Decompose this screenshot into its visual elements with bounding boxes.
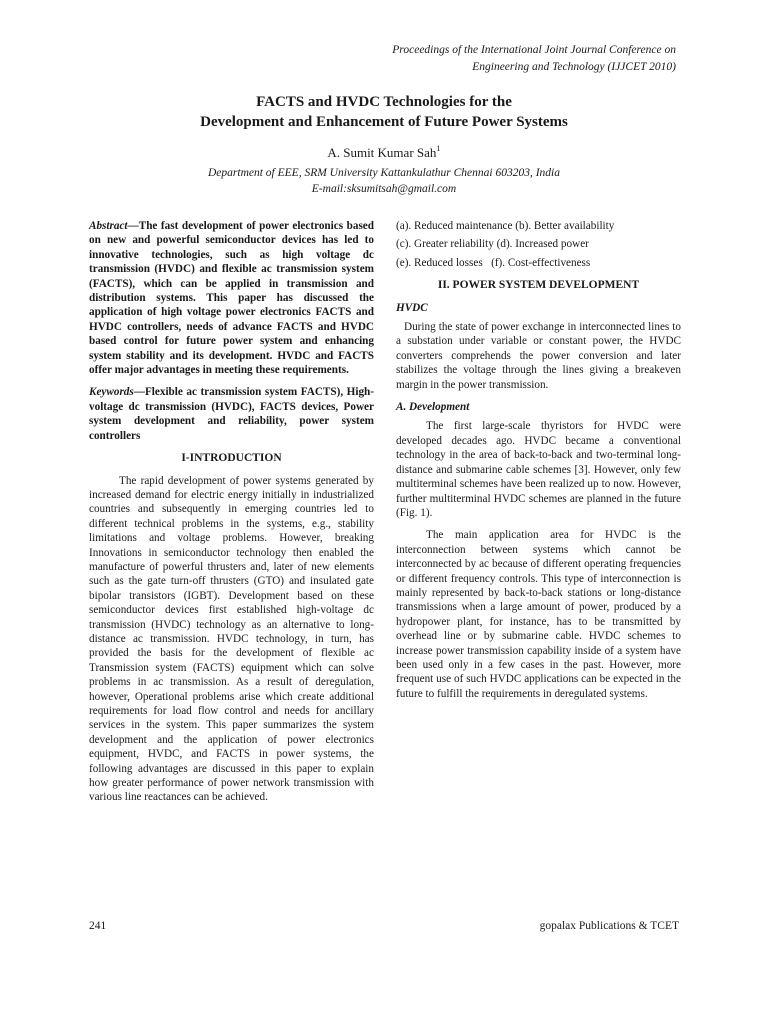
hvdc-subheading: HVDC (396, 301, 428, 314)
right-column (396, 219, 681, 709)
author-superscript: 1 (436, 143, 441, 153)
keywords-text: Flexible ac transmission system FACTS), High-voltage dc transmission (HVDC), FACTS devices, Power system development and reliability, power system controllers (89, 386, 374, 442)
abstract-paragraph (89, 219, 374, 377)
author-name: A. Sumit Kumar Sah (327, 145, 437, 160)
keywords-label: Keywords (89, 386, 134, 399)
development-paragraph-1: The first large-scale thyristors for HVDC were developed decades ago. HVDC became a conventional technology in the area of back-to-back and two-terminal long-distance and submarine cable schemes [3]. However, only few multiterminal schemes have been realized up to now. However, further multiterminal HVDC schemes are planned in the future (Fig. 1). (396, 420, 681, 519)
abstract-label: Abstract (89, 220, 128, 232)
abstract-text: The fast development of power electronics based on new and powerful semiconductor devices has led to innovative technologies, such as high voltage dc transmission (HVDC) and flexible ac transmission system (FACTS), which can be applied in transmission and distribution systems. This paper has discussed the application of high voltage power electronics FACTS and HVDC controllers, needs of advance FACTS and HVDC based control for future power system and enhancing system stability and its development. HVDC and FACTS offer major advantages in meeting these requirements. (89, 220, 374, 377)
keywords-dash: — (133, 386, 145, 399)
development-paragraph-2: The main application area for HVDC is the interconnection between systems which cannot be interconnected by ac because of different operating frequencies or different frequency controls. This type of interconnection is mainly represented by back-to-back stations or long-distance transmissions when a large amount of power, produced by a hydropower plant, for instance, has to be transmitted by overhead line or by submarine cable. HVDC schemes to increase power transmission capability inside of a system have been used only in a few cases in the past. However, more frequent use of such HVDC applications can be expected in the future to fulfill the requirements in deregulated systems. (396, 529, 681, 700)
advantages-line-3: (e). Reduced losses (f). Cost-effectiveness (396, 256, 591, 269)
introduction-paragraph: The rapid development of power systems generated by increased demand for electric energy initially in industrialized countries and subsequently in emerging countries led to different technical problems in the systems, e.g., stability limitations and voltage problems. However, breaking Innovations in semiconductor technology then enabled the manufacture of powerful thrusters and, later of new elements such as the gate turn-off thrusters (GTO) and insulated gate bipolar transistors (IGBT). Development based on these semiconductor devices first established high-voltage dc transmission (HVDC) technology as an alternative to long-distance ac transmission. HVDC technology, in turn, has provided the basis for the development of flexible ac Transmission system (FACTS) equipment which can solve problems in ac transmission. As a result of deregulation, however, Operational problems arise which create additional requirements for load flow control and needs for ancillary services in the system. This paper summarizes the system development and the application of power electronics equipment, HVDC, and FACTS in power systems, the following advantages are discussed in this paper to explain how greater performance of power network transmission with various line reactances can be achieved. (89, 474, 374, 804)
author-line (0, 143, 768, 161)
proceedings-line-1: Proceedings of the International Joint Journal Conference on (392, 44, 676, 56)
hvdc-paragraph: During the state of power exchange in interconnected lines to a substation under variable or constant power, the HVDC converters comprehends the power conversion and later stabilizes the voltage through the lines giving a breakeven margin in the power transmission. (396, 321, 681, 391)
advantages-line-2: (c). Greater reliability (d). Increased power (396, 238, 589, 251)
proceedings-line-2: Engineering and Technology (IJJCET 2010) (472, 61, 676, 73)
introduction-heading: I-INTRODUCTION (181, 452, 282, 465)
footer-publisher: gopalax Publications & TCET (539, 920, 679, 932)
development-heading: A. Development (396, 401, 470, 414)
abstract-dash: — (127, 220, 139, 232)
paper-title (0, 92, 768, 132)
left-column (89, 219, 374, 813)
title-line-1: FACTS and HVDC Technologies for the (256, 94, 512, 110)
advantages-line-1: (a). Reduced maintenance (b). Better availability (396, 220, 615, 232)
page-number: 241 (89, 920, 107, 932)
affiliation-department: Department of EEE, SRM University Kattankulathur Chennai 603203, India (208, 167, 560, 179)
running-header (256, 42, 676, 76)
affiliation (0, 165, 768, 197)
affiliation-email: E-mail:sksumitsah@gmail.com (311, 183, 457, 195)
title-line-2: Development and Enhancement of Future Power Systems (200, 114, 568, 130)
keywords-paragraph (89, 385, 374, 443)
section-2-heading: II. POWER SYSTEM DEVELOPMENT (437, 279, 640, 292)
